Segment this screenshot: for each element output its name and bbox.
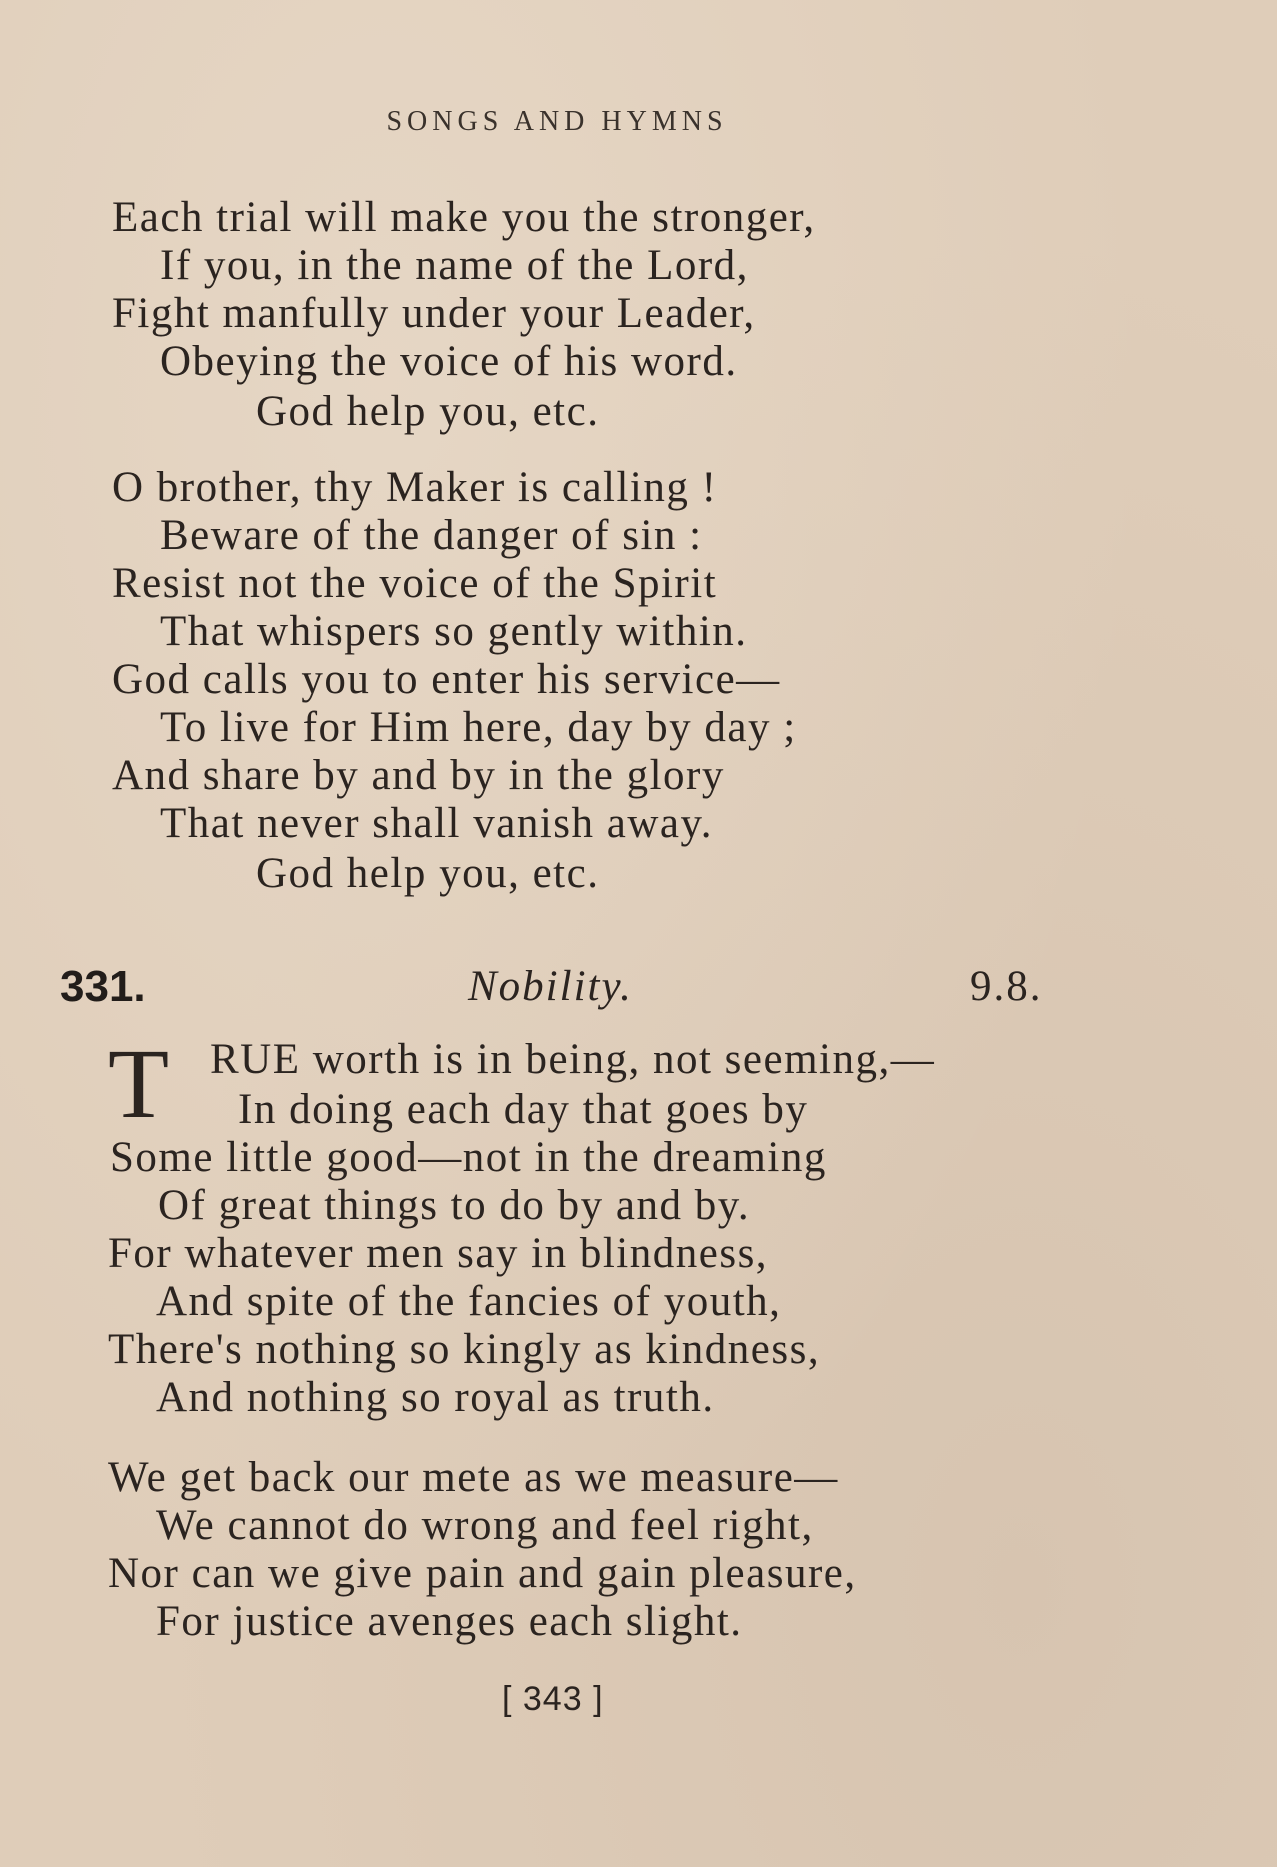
running-head: SONGS AND HYMNS <box>386 106 728 137</box>
verse-line: God calls you to enter his service— <box>112 656 781 703</box>
verse-line: In doing each day that goes by <box>238 1086 809 1133</box>
drop-cap: T <box>108 1028 170 1139</box>
verse-line: RUE worth is in being, not seeming,— <box>210 1036 936 1083</box>
verse-line: Some little good—not in the dreaming <box>110 1134 827 1181</box>
hymn-title: Nobility. <box>468 963 633 1010</box>
verse-line: We cannot do wrong and feel right, <box>156 1502 814 1549</box>
verse-line: That whispers so gently within. <box>160 608 748 655</box>
hymn-number: 331. <box>60 962 146 1011</box>
verse-line: Each trial will make you the stronger, <box>112 194 816 241</box>
page-number: [ 343 ] <box>502 1680 604 1718</box>
verse-line: Nor can we give pain and gain pleasure, <box>108 1550 857 1597</box>
hymn-meter: 9.8. <box>970 963 1043 1010</box>
verse-line: Fight manfully under your Leader, <box>112 290 756 337</box>
verse-line: There's nothing so kingly as kindness, <box>108 1326 821 1373</box>
verse-line: Obeying the voice of his word. <box>160 338 738 385</box>
verse-line: That never shall vanish away. <box>160 800 713 847</box>
verse-line: And spite of the fancies of youth, <box>156 1278 782 1325</box>
verse-line: We get back our mete as we measure— <box>108 1454 839 1501</box>
refrain-line: God help you, etc. <box>256 850 600 897</box>
verse-line: Beware of the danger of sin : <box>160 512 703 559</box>
verse-line: And nothing so royal as truth. <box>156 1374 715 1421</box>
refrain-line: God help you, etc. <box>256 388 600 435</box>
verse-line: O brother, thy Maker is calling ! <box>112 464 718 511</box>
verse-line: For justice avenges each slight. <box>156 1598 743 1645</box>
verse-line: Of great things to do by and by. <box>158 1182 751 1229</box>
verse-line: If you, in the name of the Lord, <box>160 242 749 289</box>
verse-line: And share by and by in the glory <box>112 752 725 799</box>
verse-line: Resist not the voice of the Spirit <box>112 560 718 607</box>
verse-line: For whatever men say in blindness, <box>108 1230 769 1277</box>
verse-line: To live for Him here, day by day ; <box>160 704 797 751</box>
